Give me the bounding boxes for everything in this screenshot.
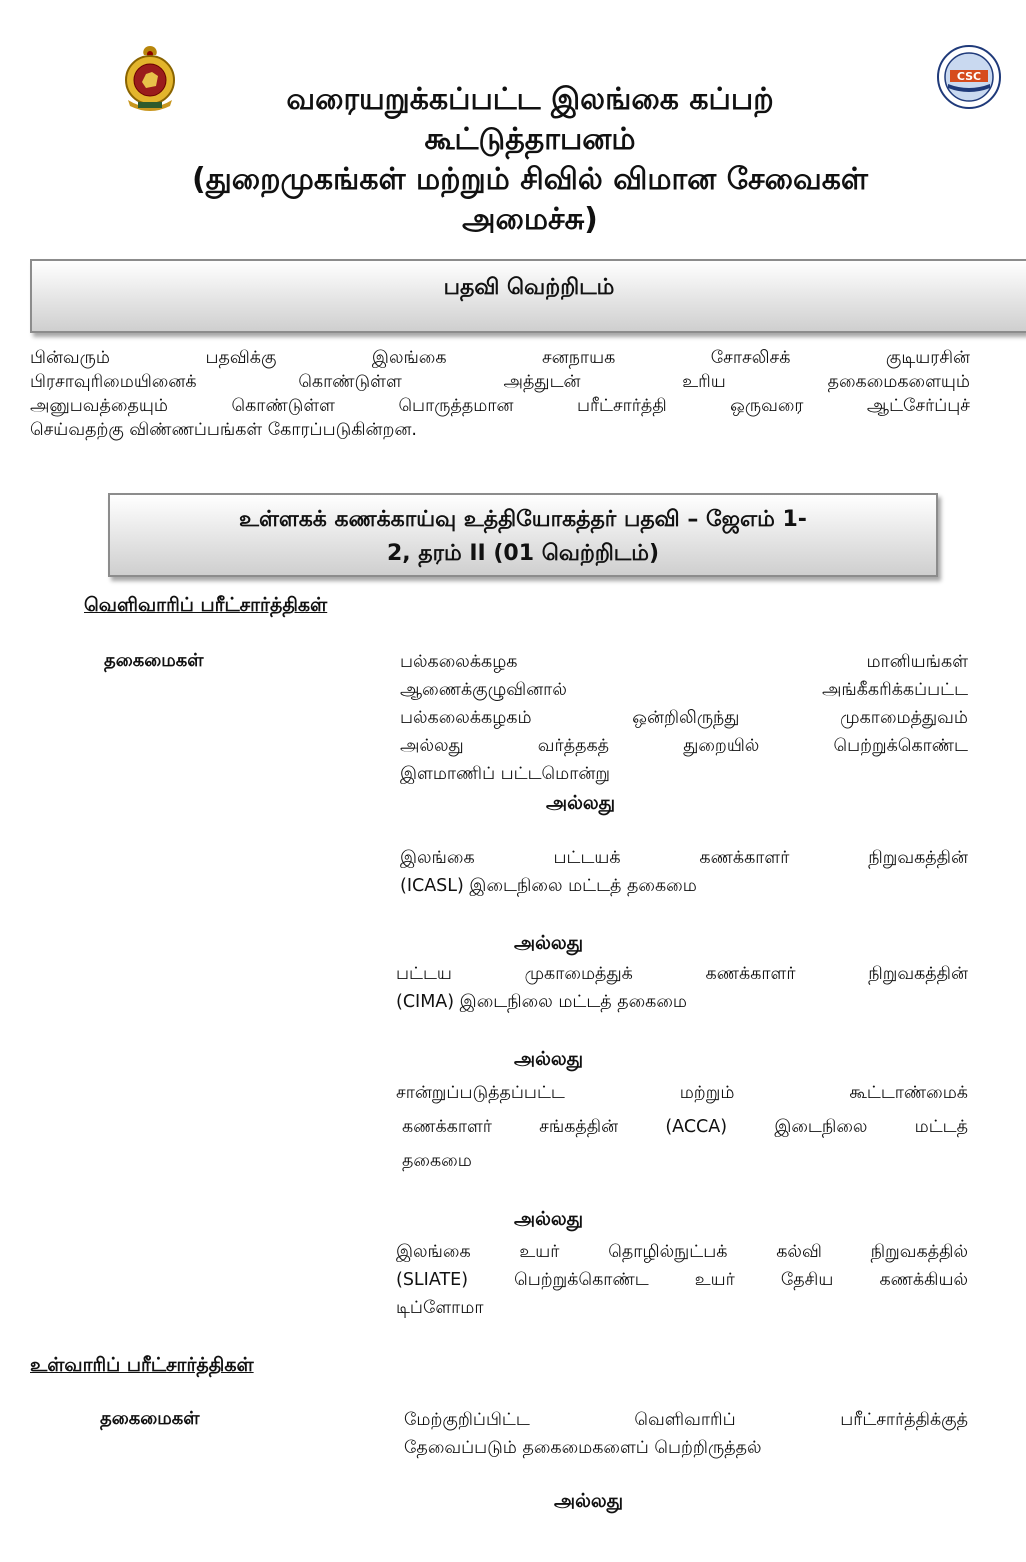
qualification-line: (SLIATE) பெற்றுக்கொண்ட உயர் தேசிய கணக்கியல் xyxy=(396,1270,968,1290)
post-title-banner xyxy=(108,493,938,577)
internal-qualifications-label: தகைமைகள் xyxy=(100,1408,200,1429)
or-label: அல்லது xyxy=(514,1208,584,1230)
qualification-line: (CIMA) இடைநிலை மட்டத் தகைமை xyxy=(396,992,688,1012)
qualification-line: அல்லது வர்த்தகத் துறையில் பெற்றுக்கொண்ட xyxy=(400,736,968,756)
external-qualification-2 xyxy=(400,844,968,900)
external-qualification-3 xyxy=(396,960,968,1016)
qualification-line: சான்றுப்படுத்தப்பட்ட மற்றும் கூட்டாண்மைக் xyxy=(396,1083,968,1103)
intro-paragraph xyxy=(30,346,970,442)
post-title-line-2: 2, தரம் II (01 வெற்றிடம்) xyxy=(386,541,660,566)
title-line-3: (துறைமுகங்கள் மற்றும் சிவில் விமான சேவைகள் xyxy=(192,162,868,197)
qualification-line: பட்டய முகாமைத்துக் கணக்காளர் நிறுவகத்தின் xyxy=(396,964,968,984)
qualification-line: மேற்குறிப்பிட்ட வெளிவாரிப் பரீட்சார்த்திக்குத் xyxy=(404,1410,968,1430)
internal-candidates-heading: உள்வாரிப் பரீட்சார்த்திகள் xyxy=(30,1354,254,1376)
qualification-line: இளமாணிப் பட்டமொன்று xyxy=(400,764,610,784)
post-title-line-1: உள்ளகக் கணக்காய்வு உத்தியோகத்தர் பதவி – ஜேஎம் 1- xyxy=(239,507,807,532)
title-line-4: அமைச்சு) xyxy=(462,202,598,237)
qualification-line: டிப்ளோமா xyxy=(396,1298,484,1318)
external-qualifications-label: தகைமைகள் xyxy=(104,650,204,671)
external-qualification-4 xyxy=(396,1076,968,1178)
external-qualification-5 xyxy=(396,1238,968,1322)
qualification-line: இலங்கை பட்டயக் கணக்காளர் நிறுவகத்தின் xyxy=(400,848,968,868)
or-label: அல்லது xyxy=(514,1048,584,1070)
external-qualification-1 xyxy=(400,648,968,788)
or-label: அல்லது xyxy=(546,792,616,814)
title-line-1: வரையறுக்கப்பட்ட இலங்கை கப்பற் xyxy=(286,82,774,117)
intro-line: பின்வரும் பதவிக்கு இலங்கை சனநாயக சோசலிசக் குடியரசின் xyxy=(30,348,970,368)
qualification-line: தேவைப்படும் தகைமைகளைப் பெற்றிருத்தல் xyxy=(404,1438,762,1458)
or-label: அல்லது xyxy=(554,1490,624,1512)
qualification-line: பல்கலைக்கழகம் ஒன்றிலிருந்து முகாமைத்துவம் xyxy=(400,708,968,728)
intro-line: பிரசாவுரிமையினைக் கொண்டுள்ள அத்துடன் உரிய தகைமைகளையும் xyxy=(30,372,970,392)
qualification-line: தகைமை xyxy=(402,1151,472,1171)
external-candidates-heading: வெளிவாரிப் பரீட்சார்த்திகள் xyxy=(84,594,328,616)
qualification-line: ஆணைக்குழுவினால் அங்கீகரிக்கப்பட்ட xyxy=(400,680,968,700)
intro-line: அனுபவத்தையும் கொண்டுள்ள பொருத்தமான பரீட்சார்த்தி ஒருவரை ஆட்சேர்ப்புச் xyxy=(30,396,970,416)
qualification-line: கணக்காளர் சங்கத்தின் (ACCA) இடைநிலை மட்டத் xyxy=(402,1117,968,1137)
csc-logo-text: CSC xyxy=(956,70,982,83)
qualification-line: பல்கலைக்கழக மானியங்கள் xyxy=(400,652,968,672)
qualification-line: இலங்கை உயர் தொழில்நுட்பக் கல்வி நிறுவகத்தில் xyxy=(396,1242,968,1262)
qualification-line: (ICASL) இடைநிலை மட்டத் தகைமை xyxy=(400,876,697,896)
title-line-2: கூட்டுத்தாபனம் xyxy=(424,122,636,157)
vacancy-banner: பதவி வெற்றிடம் xyxy=(30,259,1026,333)
intro-line: செய்வதற்கு விண்ணப்பங்கள் கோரப்படுகின்றன. xyxy=(30,420,417,440)
or-label: அல்லது xyxy=(514,932,584,954)
internal-qualification-1 xyxy=(404,1406,968,1462)
